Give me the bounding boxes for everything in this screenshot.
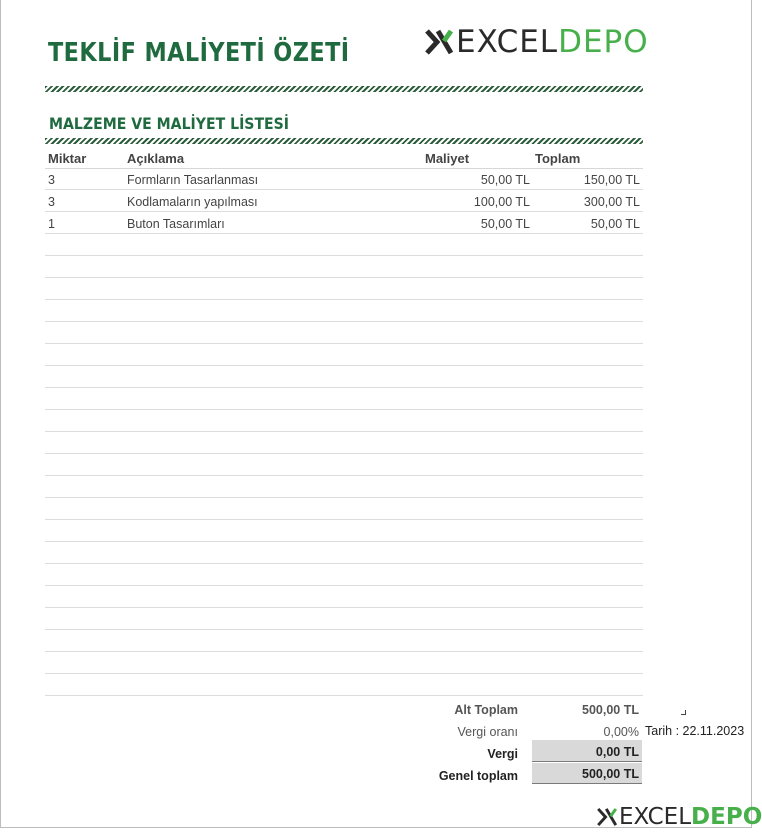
empty-table-row[interactable] [45,498,643,520]
empty-table-row[interactable] [45,608,643,630]
subtotal-label: Alt Toplam [454,703,518,717]
empty-table-row[interactable] [45,344,643,366]
logo-depo-text: DEPO [558,24,649,60]
section-title: MALZEME VE MALİYET LİSTESİ [49,114,290,133]
empty-table-row[interactable] [45,388,643,410]
empty-table-row[interactable] [45,278,643,300]
empty-table-row[interactable] [45,476,643,498]
cell-cost: 100,00 TL [473,195,530,209]
logo-excel-text: EXCEL [456,24,559,60]
tax-rate-value[interactable]: 0,00% [603,725,639,739]
empty-table-row[interactable] [45,520,643,542]
item-table [45,168,643,696]
cell-total: 300,00 TL [583,195,640,209]
tax-label: Vergi [487,747,518,761]
cell-cost: 50,00 TL [480,173,530,187]
column-header-cost: Maliyet [425,151,470,166]
empty-table-row[interactable] [45,564,643,586]
x-logo-icon [424,27,454,57]
date-text[interactable]: Tarih : 22.11.2023 [645,724,745,738]
excel-depo-logo [424,24,649,60]
tax-value[interactable]: 0,00 TL [532,740,642,762]
hatch-divider-top [45,86,643,92]
table-row[interactable] [45,190,643,212]
table-row[interactable] [45,168,643,190]
empty-table-row[interactable] [45,542,643,564]
grand-total-value[interactable]: 500,00 TL [532,763,642,784]
empty-table-row[interactable] [45,454,643,476]
empty-table-row[interactable] [45,234,643,256]
cell-qty: 1 [48,217,55,231]
empty-table-row[interactable] [45,586,643,608]
cell-desc: Formların Tasarlanması [127,173,259,187]
empty-table-row[interactable] [45,410,643,432]
empty-table-row[interactable] [45,322,643,344]
tax-rate-label: Vergi oranı [457,725,518,739]
empty-table-row[interactable] [45,366,643,388]
empty-table-row[interactable] [45,432,643,454]
x-logo-footer-icon [596,806,618,828]
cell-qty: 3 [48,195,55,209]
cell-total: 50,00 TL [590,217,640,231]
cell-qty: 3 [48,173,55,187]
table-header [45,150,643,169]
grand-total-label: Genel toplam [438,769,518,783]
column-header-qty: Miktar [48,151,87,166]
empty-table-row[interactable] [45,630,643,652]
column-header-desc: Açıklama [127,151,185,166]
cell-total: 150,00 TL [583,173,640,187]
empty-table-row[interactable] [45,674,643,696]
page-title: TEKLİF MALİYETİ ÖZETİ [48,38,350,68]
logo-footer-depo-text: DEPO [691,804,762,830]
empty-table-row[interactable] [45,256,643,278]
cell-corner-marker [681,710,686,715]
subtotal-value[interactable]: 500,00 TL [582,703,639,717]
cell-cost: 50,00 TL [480,217,530,231]
cell-desc: Kodlamaların yapılması [127,195,258,209]
excel-depo-logo-footer [596,804,762,830]
cell-desc: Buton Tasarımları [127,217,225,231]
column-header-total: Toplam [535,151,581,166]
table-row[interactable] [45,212,643,234]
empty-table-row[interactable] [45,652,643,674]
hatch-divider-section [45,138,643,144]
empty-table-row[interactable] [45,300,643,322]
logo-footer-excel-text: EXCEL [619,804,692,830]
